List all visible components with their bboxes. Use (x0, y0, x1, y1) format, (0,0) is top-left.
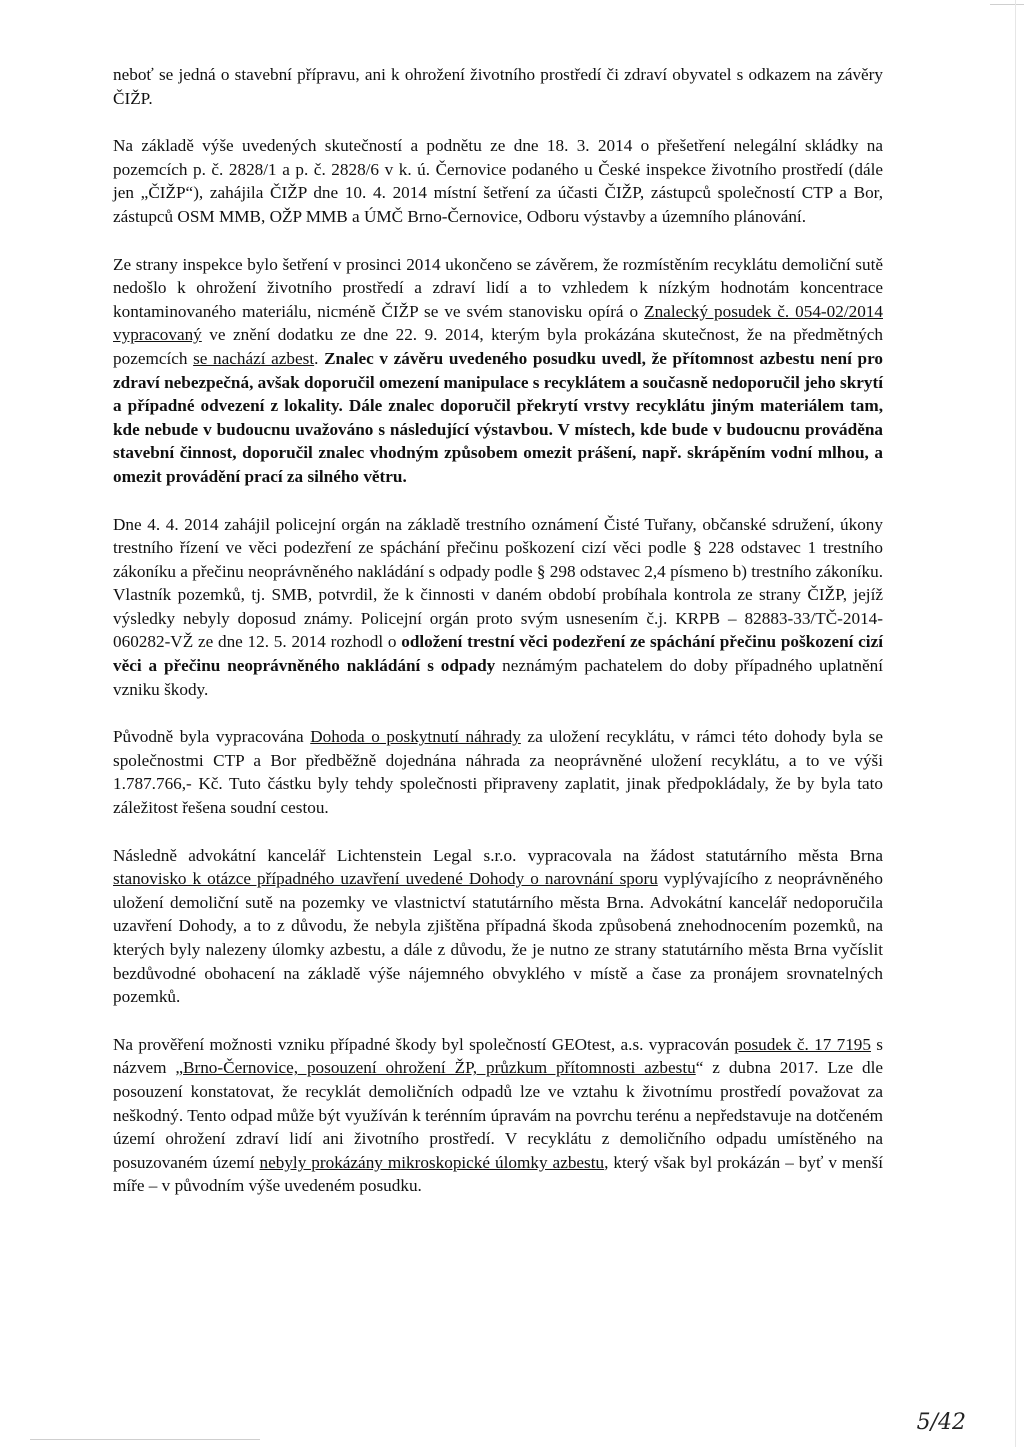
scan-edge-bottom (30, 1439, 260, 1440)
underlined-text: stanovisko k otázce případného uzavření uvedené Dohody o narovnání sporu (113, 869, 658, 889)
bold-text: Znalec v závěru uvedeného posudku uvedl, že přítomnost azbestu není pro zdraví nebezpečná, avšak doporučil omezení manipulace s recyklátem a současně nedoporučil jeho skrytí a případné odvezení z lokality. Dále znalec doporučil překrytí vrstvy recyklátu jiným materiálem tam, kde nebude v budoucnu uvažováno s následující výstavbou. V místech, kde bude v budoucnu prováděna stavební činnost, doporučil znalec vhodným způsobem omezit prášení, např. skrápěním vodní mlhou, a omezit provádění prací za silného větru. (113, 348, 883, 486)
scan-edge-right (1015, 0, 1016, 1447)
paragraph-text: Na prověření možnosti vzniku případné škody byl společností GEOtest, a.s. vypracován (113, 1034, 735, 1054)
bold-text: odložení trestní věci podezření ze spáchání přečinu poškození cizí věci a přečinu neoprávněného nakládání s odpady (113, 632, 883, 676)
paragraph-text: vyplývajícího z neoprávněného uložení demoliční sutě na pozemky ve vlastnictví statutárního města Brna. Advokátní kancelář nedoporučila uzavření Dohody, a to z důvodu, že nebyla zjištěna případná škoda způsobená znehodnocením pozemků, na kterých byly nalezeny úlomky azbestu, a dále z důvodu, že je nutno ze strany statutárního města Brna vyčíslit bezdůvodné obohacení na základě výše nájemného obvyklého v místě a čase za pronájem srovnatelných pozemků. (113, 869, 883, 1007)
paragraph-text: Na základě výše uvedených skutečností a podnětu ze dne 18. 3. 2014 o přešetření nelegální skládky na pozemcích p. č. 2828/1 a p. č. 2828/6 v k. ú. Černovice podaného u České inspekce životního prostředí (dále jen „ČIŽP“), zahájila ČIŽP dne 10. 4. 2014 místní šetření za účasti ČIŽP, zástupců společností CTP a Bor, zástupců OSM MMB, OŽP MMB a ÚMČ Brno-Černovice, Odboru výstavby a územního plánování. (113, 136, 883, 226)
paragraph-text: Původně byla vypracována (113, 727, 311, 747)
underlined-text: Brno-Černovice, posouzení ohrožení ŽP, průzkum přítomnosti azbestu (183, 1058, 696, 1078)
paragraph (113, 513, 883, 702)
paragraph (113, 134, 883, 228)
paragraph-text: za uložení recyklátu, v rámci této dohody byla se společnostmi CTP a Bor předběžně dojednána náhrada za neoprávněné uložení recyklátu, a to ve výši 1.787.766,- Kč. Tuto částku byly tehdy společnosti připraveny zaplatit, jinak předpokládaly, že by byla tato záležitost řešena soudní cestou. (113, 727, 883, 818)
paragraph-text: Ze strany inspekce bylo šetření v prosinci 2014 ukončeno se závěrem, že rozmístěním recyklátu demoliční sutě nedošlo k ohrožení životního prostředí a zdraví lidí a to vzhledem k nízkým hodnotám koncentrace kontaminovaného materiálu, nicméně ČIŽP se ve svém stanovisku opírá o (113, 254, 883, 321)
paragraph (113, 63, 883, 110)
paragraph (113, 1033, 883, 1198)
underlined-text: Dohoda o poskytnutí náhrady (310, 727, 521, 747)
underlined-text: nebyly prokázány mikroskopické úlomky azbestu (259, 1152, 605, 1172)
underlined-text: se nachází azbest (193, 348, 315, 368)
paragraph-text: . (314, 348, 325, 368)
paragraph-text: Následně advokátní kancelář Lichtenstein Legal s.r.o. vypracovala na žádost statutárního města Brna (113, 845, 883, 865)
paragraph-text: Dne 4. 4. 2014 zahájil policejní orgán na základě trestního oznámení Čisté Tuřany, občanské sdružení, úkony trestního řízení ve věci podezření ze spáchání přečinu poškození cizí věci podle § 228 odstavec 1 trestního zákoníku a přečinu neoprávněného nakládání s odpady podle § 298 odstavec 2,4 písmeno b) trestního zákoníku. Vlastník pozemků, tj. SMB, potvrdil, že k činnosti v daném období probíhala kontrola ze strany ČIŽP, jejíž výsledky nebyly doposud známy. Policejní orgán proto svým usnesením č.j. KRPB – 82883-33/TČ-2014-060282-VŽ ze dne 12. 5. 2014 rozhodl o (113, 514, 883, 652)
paragraph-text: ve znění dodatku ze dne 22. 9. 2014, kterým byla prokázána skutečnost, že na předmětných pozemcích (113, 325, 883, 368)
paragraph-text: , který však byl prokázán – byť v menší míře – v původním výše uvedeném posudku. (113, 1152, 883, 1196)
paragraph (113, 253, 883, 489)
paragraph-text: neznámým pachatelem do doby případného uplatnění vzniku škody. (113, 656, 883, 699)
paragraph-text: “ z dubna 2017. Lze dle posouzení konstatovat, že recyklát demoličních odpadů lze ve vztahu k životnímu prostředí považovat za neškodný. Tento odpad může být využíván k terénním úpravám na povrchu terénu a nepředstavuje na dotčeném území ohrožení zdraví lidí ani životního prostředí. V recyklátu z demoličního odpadu umístěného na posuzovaném území (113, 1058, 884, 1172)
paragraph-text: s názvem „ (113, 1034, 883, 1078)
underlined-text: posudek č. 17 7195 (734, 1034, 871, 1054)
document-body (113, 63, 883, 1222)
paragraph-text: neboť se jedná o stavební přípravu, ani k ohrožení životního prostředí či zdraví obyvatel s odkazem na závěry ČIŽP. (113, 65, 883, 108)
underlined-text: Znalecký posudek č. 054-02/2014 vypracovaný (113, 301, 883, 345)
paragraph (113, 725, 883, 819)
paragraph (113, 844, 883, 1009)
page-number: 5/42 (916, 1410, 966, 1435)
scan-edge-top (990, 4, 1024, 5)
